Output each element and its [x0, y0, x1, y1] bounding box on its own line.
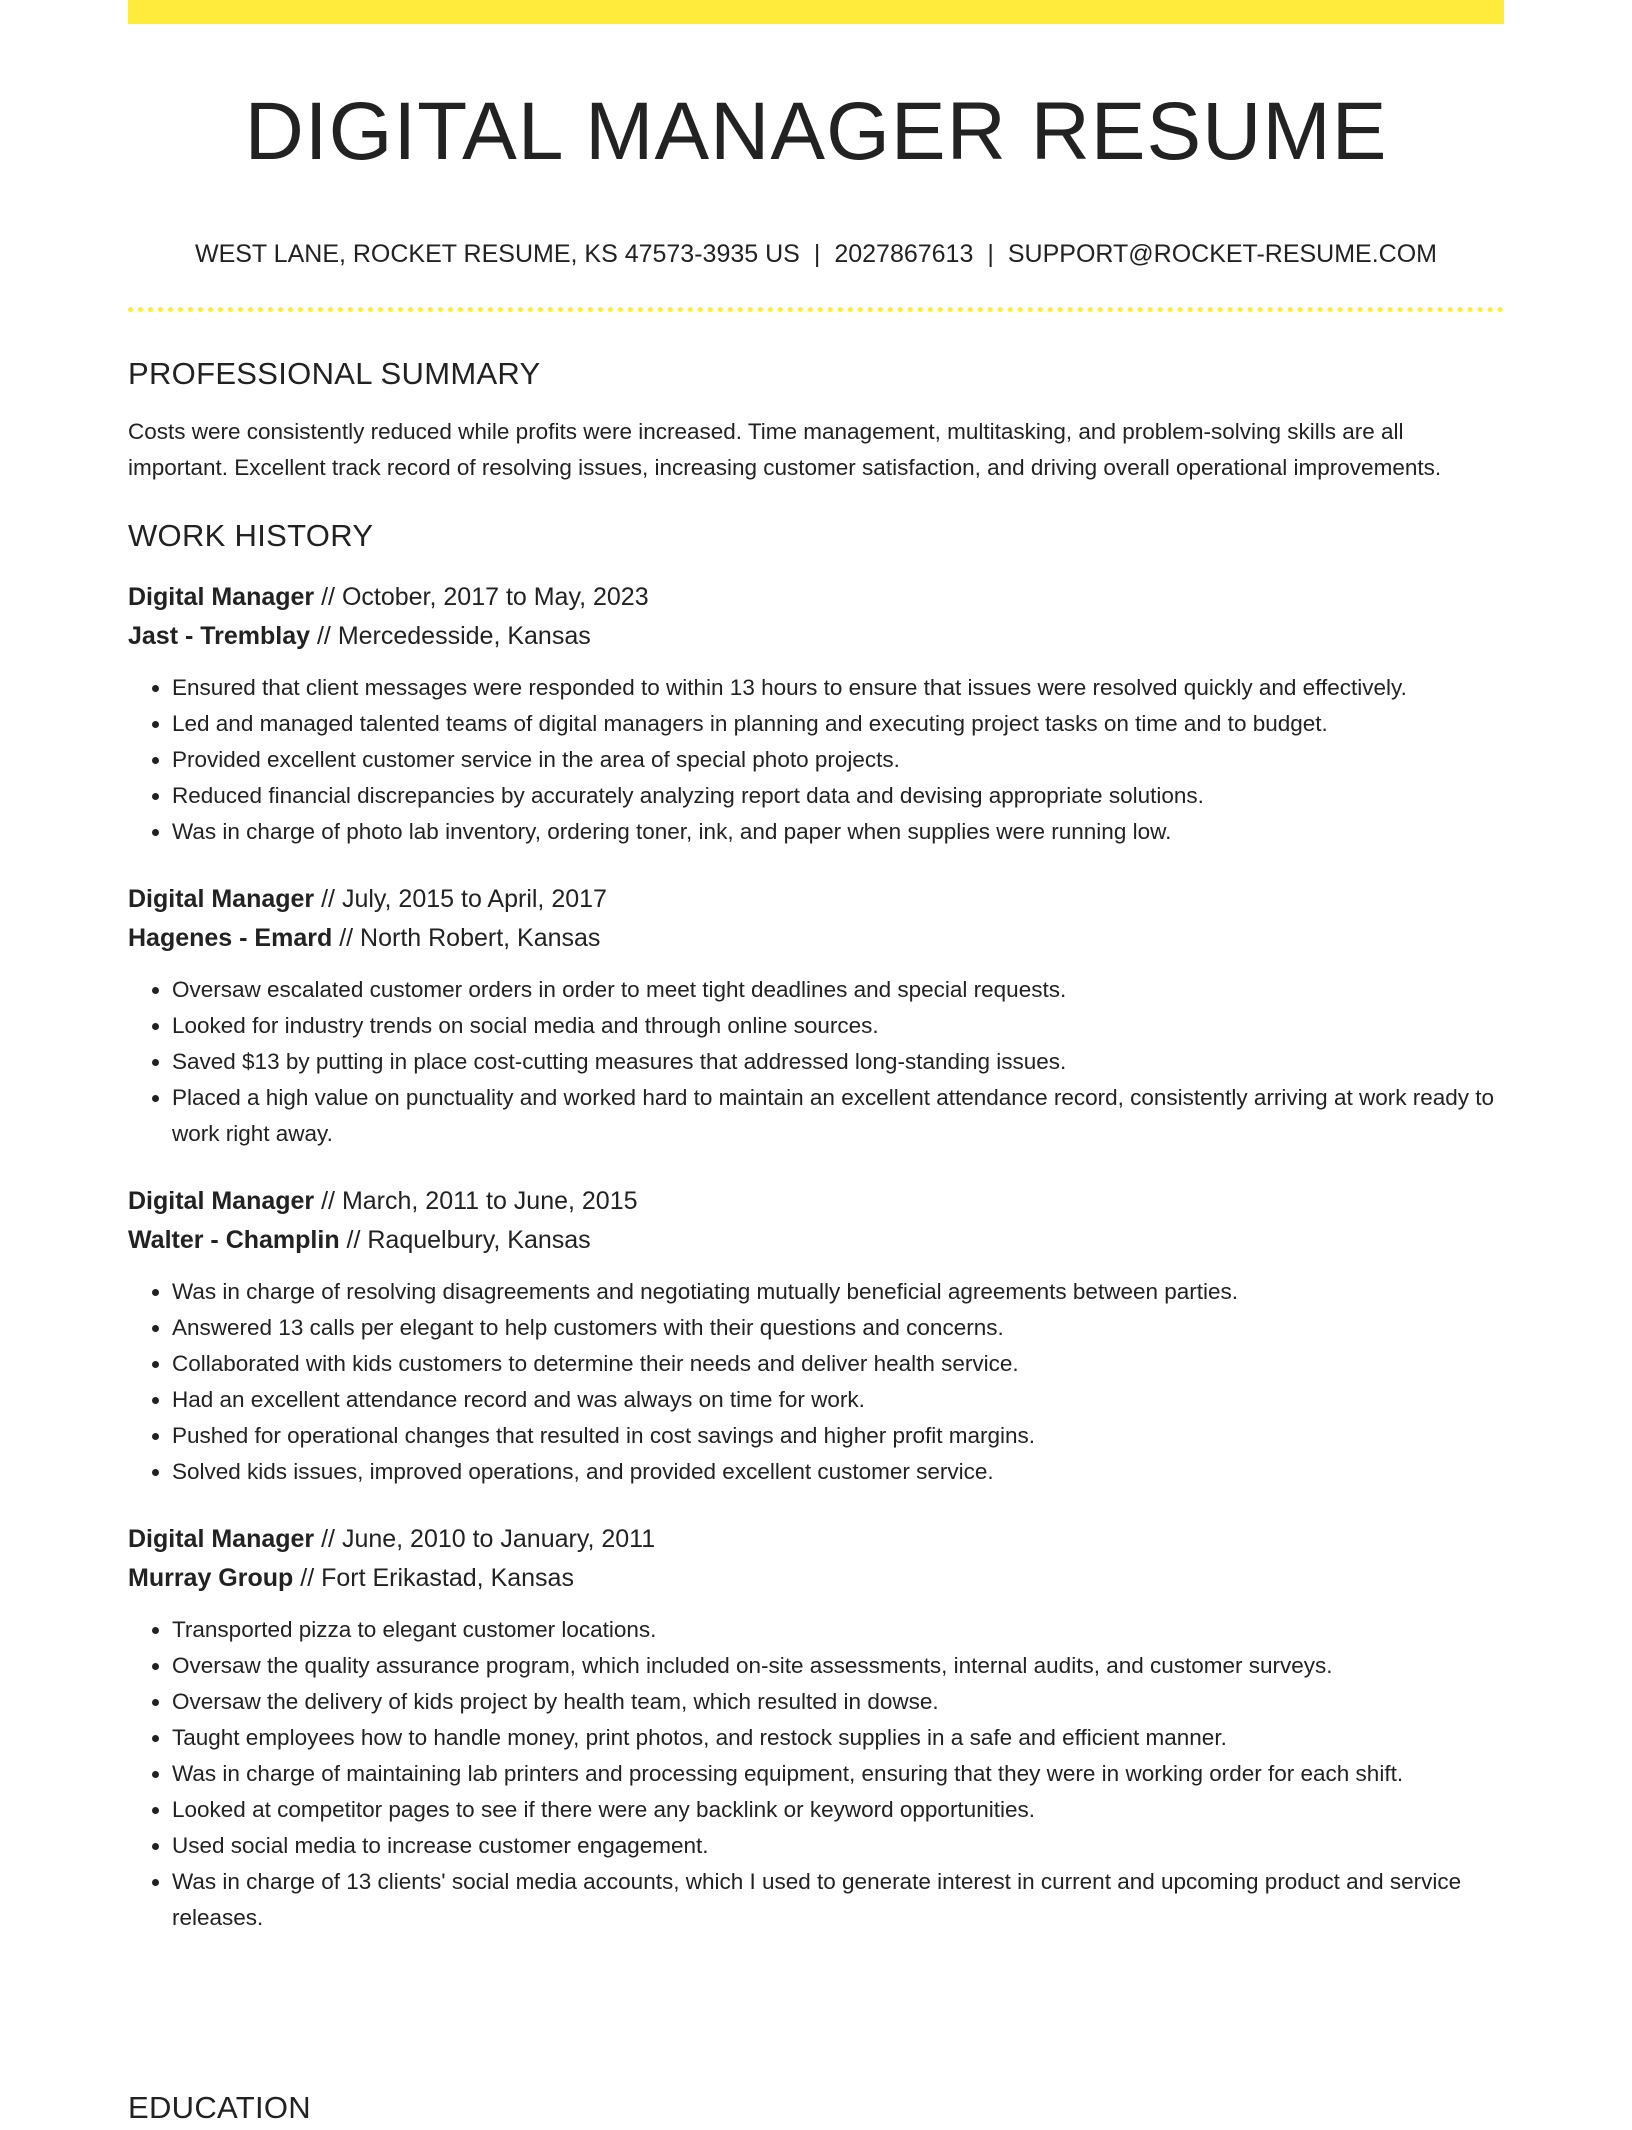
job-bullet: • Answered 13 calls per elegant to help customers with their questions and concerns.: [172, 1310, 1504, 1346]
job-bullet: • Placed a high value on punctuality and worked hard to maintain an excellent attendance record, consistently arriving at work ready to work right away.: [172, 1080, 1504, 1152]
contact-address: WEST LANE, ROCKET RESUME, KS 47573-3935 US: [194, 240, 800, 268]
header-divider: [128, 307, 1504, 312]
job-company-line: [128, 617, 1504, 656]
contact-separator: |: [987, 240, 994, 268]
job-dates: // June, 2010 to January, 2011: [314, 1525, 656, 1553]
job-bullet-list: [128, 670, 1504, 850]
job-bullet: • Was in charge of photo lab inventory, ordering toner, ink, and paper when supplies were running low.: [172, 814, 1504, 850]
job-company-line: [128, 1559, 1504, 1598]
contact-phone: 2027867613: [834, 240, 974, 268]
job-bullet: • Led and managed talented teams of digital managers in planning and executing project tasks on time and to budget.: [172, 706, 1504, 742]
job-company-line: [128, 919, 1504, 958]
summary-section: [128, 352, 1504, 486]
job-entry: [128, 1182, 1504, 1490]
job-location: // Fort Erikastad, Kansas: [293, 1564, 574, 1592]
job-company: Murray Group: [128, 1564, 294, 1592]
work-history-heading: WORK HISTORY: [128, 518, 374, 553]
top-accent-bar: [128, 0, 1504, 24]
contact-email: SUPPORT@ROCKET-RESUME.COM: [1007, 240, 1438, 268]
education-heading: EDUCATION: [128, 2090, 311, 2125]
job-bullet: • Saved $13 by putting in place cost-cutting measures that addressed long-standing issues.: [172, 1044, 1504, 1080]
job-bullet: • Was in charge of maintaining lab printers and processing equipment, ensuring that they were in working order for each shift.: [172, 1756, 1504, 1792]
job-dates: // March, 2011 to June, 2015: [314, 1187, 638, 1215]
job-title: Digital Manager: [128, 1525, 315, 1553]
job-company: Jast - Tremblay: [128, 622, 311, 650]
job-entry: [128, 578, 1504, 850]
job-bullet: • Oversaw the delivery of kids project by health team, which resulted in dowse.: [172, 1684, 1504, 1720]
job-company: Walter - Champlin: [128, 1226, 340, 1254]
job-bullet: • Had an excellent attendance record and was always on time for work.: [172, 1382, 1504, 1418]
job-company-line: [128, 1221, 1504, 1260]
job-location: // Mercedesside, Kansas: [310, 622, 591, 650]
resume-page: [128, 0, 1504, 2125]
job-bullet: • Taught employees how to handle money, print photos, and restock supplies in a safe and efficient manner.: [172, 1720, 1504, 1756]
job-bullet: • Provided excellent customer service in the area of special photo projects.: [172, 742, 1504, 778]
job-title-line: [128, 1182, 1504, 1221]
work-history-section: [128, 514, 1504, 1936]
job-location: // North Robert, Kansas: [332, 924, 601, 952]
job-entry: [128, 880, 1504, 1152]
job-company: Hagenes - Emard: [128, 924, 333, 952]
job-bullet-list: [128, 1612, 1504, 1936]
contact-separator: |: [813, 240, 821, 268]
job-bullet: • Was in charge of 13 clients' social media accounts, which I used to generate interest in current and upcoming product and service releases.: [172, 1864, 1504, 1936]
job-bullet-list: [128, 1274, 1504, 1490]
job-title: Digital Manager: [128, 885, 315, 913]
job-bullet: • Oversaw escalated customer orders in order to meet tight deadlines and special requests.: [172, 972, 1504, 1008]
job-bullet: • Looked at competitor pages to see if there were any backlink or keyword opportunities.: [172, 1792, 1504, 1828]
job-title-line: [128, 1520, 1504, 1559]
job-bullet: • Pushed for operational changes that resulted in cost savings and higher profit margins.: [172, 1418, 1504, 1454]
job-dates: // July, 2015 to April, 2017: [314, 885, 607, 913]
job-title: Digital Manager: [128, 1187, 315, 1215]
resume-content: [128, 352, 1504, 1936]
job-title-line: [128, 880, 1504, 919]
job-bullet: • Reduced financial discrepancies by accurately analyzing report data and devising appropriate solutions.: [172, 778, 1504, 814]
job-entry: [128, 1520, 1504, 1936]
job-bullet: • Ensured that client messages were responded to within 13 hours to ensure that issues were resolved quickly and effectively.: [172, 670, 1504, 706]
summary-text: Costs were consistently reduced while profits were increased. Time management, multitasking, and problem-solving skills are all important. Excellent track record of resolving issues, increasing customer satisfaction, and driving overall operational improvements.: [128, 419, 1442, 480]
page-title: DIGITAL MANAGER RESUME: [244, 86, 1388, 177]
job-bullet: • Collaborated with kids customers to determine their needs and deliver health service.: [172, 1346, 1504, 1382]
summary-heading: PROFESSIONAL SUMMARY: [128, 356, 541, 391]
job-title-line: [128, 578, 1504, 617]
job-bullet: • Was in charge of resolving disagreements and negotiating mutually beneficial agreements between parties.: [172, 1274, 1504, 1310]
job-bullet: • Looked for industry trends on social media and through online sources.: [172, 1008, 1504, 1044]
job-bullet: • Transported pizza to elegant customer locations.: [172, 1612, 1504, 1648]
job-bullet: • Used social media to increase customer engagement.: [172, 1828, 1504, 1864]
contact-line: [128, 237, 1504, 271]
job-location: // Raquelbury, Kansas: [339, 1226, 591, 1254]
job-dates: // October, 2017 to May, 2023: [314, 583, 649, 611]
job-bullet-list: [128, 972, 1504, 1152]
job-bullet: • Oversaw the quality assurance program, which included on-site assessments, internal audits, and customer surveys.: [172, 1648, 1504, 1684]
job-title: Digital Manager: [128, 583, 315, 611]
job-bullet: • Solved kids issues, improved operations, and provided excellent customer service.: [172, 1454, 1504, 1490]
